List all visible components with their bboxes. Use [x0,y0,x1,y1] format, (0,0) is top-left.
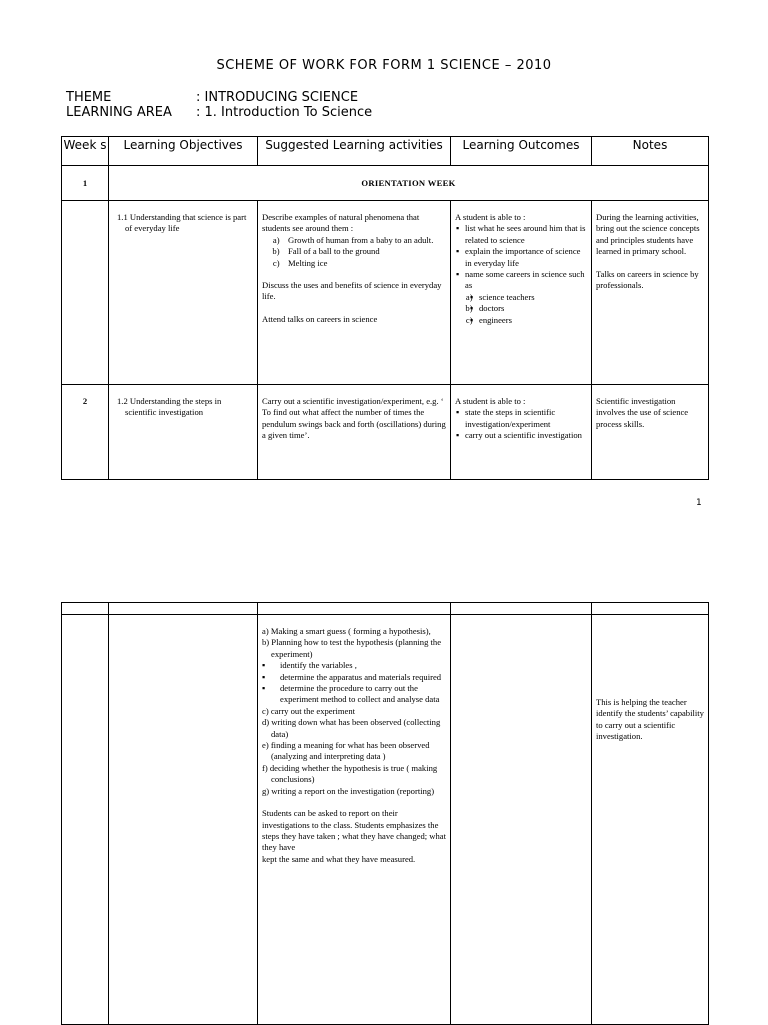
step-item: b) Planning how to test the hypothesis (planning the experiment) [262,637,442,659]
objective-cell [109,201,258,385]
step-item: c) carry out the experiment [262,705,356,716]
theme-value: : INTRODUCING SCIENCE [196,90,359,105]
list-item: a. Growth of human from a baby to an adult. [286,235,446,246]
orientation-label: ORIENTATION WEEK [109,166,709,201]
outcome-cell [451,201,592,385]
list-item-text: name some careers in science such as [465,269,585,291]
empty-header-cell [62,603,109,615]
empty-header-cell [258,603,451,615]
header-weeks: Week s [62,137,109,166]
activity-paragraph: Carry out a scientific investigation/experiment, e.g. ‘ To find out what affect the number of times the pendulum swings back and forth (oscillations) during a given time’. [262,396,446,441]
list-item: ▪ carry out a scientific investigation [465,430,587,441]
header-row [62,603,709,615]
scheme-table-continued [61,602,709,1025]
learning-area-value: : 1. Introduction To Science [196,105,373,120]
objective-text: 1.2 Understanding the steps in scientific investigation [117,396,222,418]
theme-block [66,90,372,120]
outcome-list [455,407,587,441]
header-suggested-activities: Suggested Learning activities [258,137,451,166]
activity-paragraph: Attend talks on careers in science [262,313,378,324]
table-row [62,201,709,385]
activity-cell [258,615,451,1025]
list-item: c. Melting ice [286,258,446,269]
orientation-row [62,166,709,201]
step-item: e) finding a meaning for what has been observed (analyzing and interpreting data ) [262,740,430,762]
activity-paragraph: Discuss the uses and benefits of science in everyday life. [262,280,442,302]
week-cell [62,201,109,385]
header-row [62,137,709,166]
week-cell: 1 [62,166,109,201]
step-item: f) deciding whether the hypothesis is true ( making conclusions) [262,762,438,785]
step-item: g) writing a report on the investigation (reporting) [262,785,435,796]
list-item: ▪ c. engineers [479,315,587,326]
empty-header-cell [109,603,258,615]
objective-cell [109,615,258,1025]
note-paragraph: During the learning activities, bring out the science concepts and principles students have learned in primary school. [596,212,700,257]
list-item [465,269,587,326]
outcome-intro: A student is able to : [455,212,526,222]
careers-list [465,292,587,326]
page-number: 1 [696,498,702,508]
activity-cell [258,385,451,480]
table-row [62,385,709,480]
empty-header-cell [451,603,592,615]
notes-cell [592,615,709,1025]
notes-cell [592,201,709,385]
table-row [62,615,709,1025]
list-item: ▪ determine the procedure to carry out the experiment method to collect and analyse data [271,683,446,706]
note-paragraph: Talks on careers in science by professionals. [596,268,699,291]
note-paragraph: This is helping the teacher identify the students’ capability to carry out a scientific investigation. [596,697,704,742]
empty-header-cell [592,603,709,615]
learning-area-label: LEARNING AREA [66,105,172,120]
outcome-cell [451,385,592,480]
scheme-table [61,136,709,480]
week-cell: 2 [62,385,109,480]
header-learning-objectives: Learning Objectives [109,137,258,166]
list-item: ▪ explain the importance of science in everyday life [465,246,587,269]
list-item: ▪ a. science teachers [479,292,587,303]
activity-paragraph: kept the same and what they have measured. [262,853,416,864]
step-item: a) Making a smart guess ( forming a hypothesis), [262,626,431,636]
objective-cell [109,385,258,480]
outcome-cell [451,615,592,1025]
step-item: d) writing down what has been observed (collecting data) [262,717,441,739]
header-learning-outcomes: Learning Outcomes [451,137,592,166]
header-notes: Notes [592,137,709,166]
list-item: b. Fall of a ball to the ground [286,246,446,257]
activity-cell [258,201,451,385]
outcome-intro: A student is able to : [455,396,526,406]
list-item: ▪ determine the apparatus and materials required [271,672,446,683]
step-bullets [262,660,446,706]
note-paragraph: Scientific investigation involves the use of science process skills. [596,396,689,429]
activity-paragraph: Students can be asked to report on their investigations to the class. Students emphasizes the steps they have taken ; what they have changed; what they have [262,808,446,853]
objective-text: 1.1 Understanding that science is part of everyday life [117,212,247,234]
activity-intro: Describe examples of natural phenomena that students see around them : [262,212,420,234]
document-title: SCHEME OF WORK FOR FORM 1 SCIENCE – 2010 [216,58,552,73]
list-item: ▪ list what he sees around him that is related to science [465,223,587,246]
list-item: ▪ b. doctors [479,303,587,314]
week-cell [62,615,109,1025]
list-item: ▪ identify the variables , [271,660,446,671]
notes-cell [592,385,709,480]
outcome-list [455,223,587,326]
theme-label: THEME [66,90,112,105]
activity-list [262,235,446,269]
list-item: ▪ state the steps in scientific investigation/experiment [465,407,587,430]
